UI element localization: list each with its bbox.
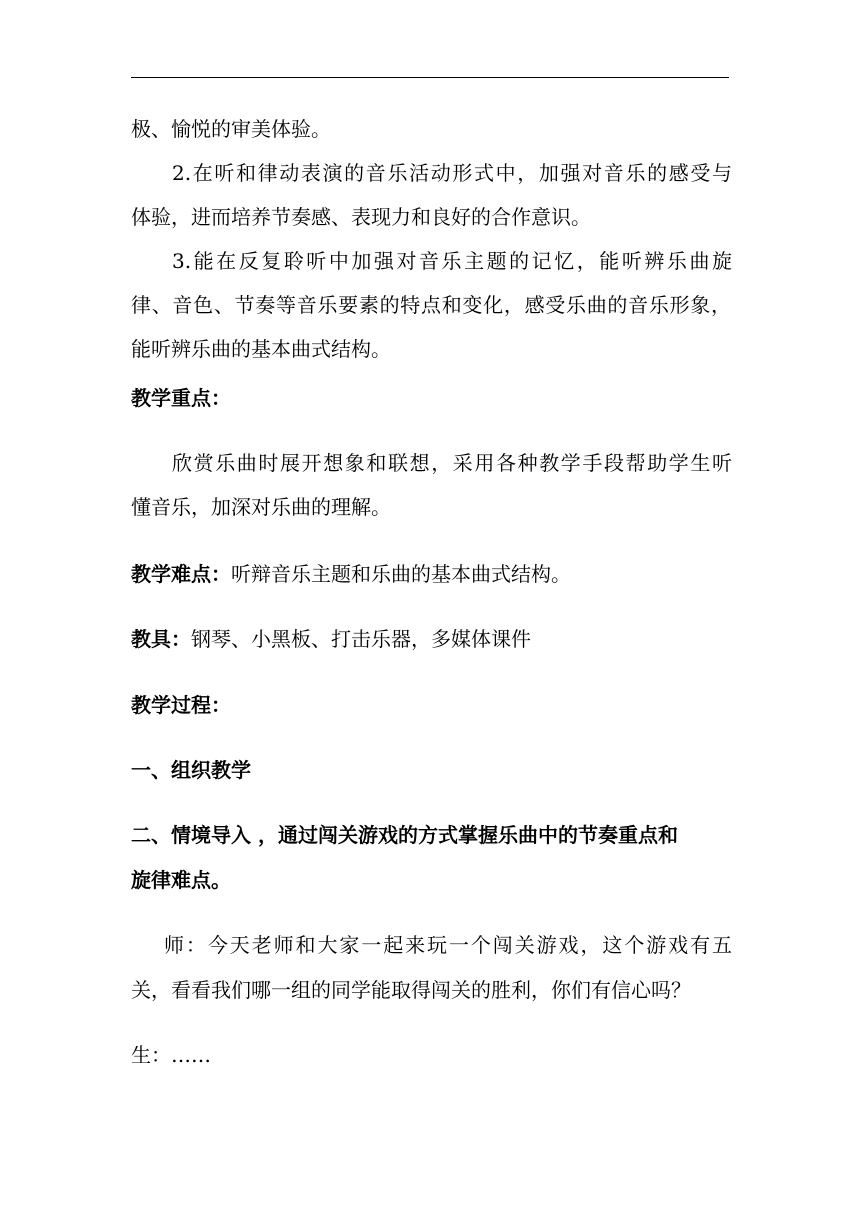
tools-label: 教具： [131,627,191,651]
difficulty-paragraph [131,561,731,587]
header-rule [131,77,729,78]
tools-paragraph [131,626,731,652]
objective-3-line-2: 律、音色、节奏等音乐要素的特点和变化，感受乐曲的音乐形象， [131,293,731,317]
student-line: 生：…… [131,1043,211,1067]
difficulty-label: 教学难点： [131,562,231,586]
objective-2-line-1: 2.在听和律动表演的音乐活动形式中，加强对音乐的感受与 [172,161,732,185]
teacher-line-1: 师：今天老师和大家一起来玩一个闯关游戏，这个游戏有五 [164,933,732,957]
tools-text: 钢琴、小黑板、打击乐器，多媒体课件 [191,627,531,651]
objective-3-line-3: 能听辨乐曲的基本曲式结构。 [131,337,391,361]
objective-continuation: 极、愉悦的审美体验。 [131,117,331,141]
teacher-line-2: 关，看看我们哪一组的同学能取得闯关的胜利，你们有信心吗？ [131,978,691,1002]
process-heading: 教学过程： [131,693,231,717]
section-2-heading-line-2: 旋律难点。 [131,868,231,892]
section-1-heading: 一、组织教学 [131,758,251,782]
key-points-line-2: 懂音乐，加深对乐曲的理解。 [131,495,391,519]
difficulty-text: 听辩音乐主题和乐曲的基本曲式结构。 [231,562,571,586]
objective-2-line-2: 体验，进而培养节奏感、表现力和良好的合作意识。 [131,205,591,229]
key-points-line-1: 欣赏乐曲时展开想象和联想，采用各种教学手段帮助学生听 [172,451,732,475]
objective-3-line-1: 3.能在反复聆听中加强对音乐主题的记忆，能听辨乐曲旋 [172,249,732,273]
section-2-heading-line-1: 二、情境导入 ，通过闯关游戏的方式掌握乐曲中的节奏重点和 [131,823,678,847]
key-points-heading: 教学重点： [131,386,231,410]
